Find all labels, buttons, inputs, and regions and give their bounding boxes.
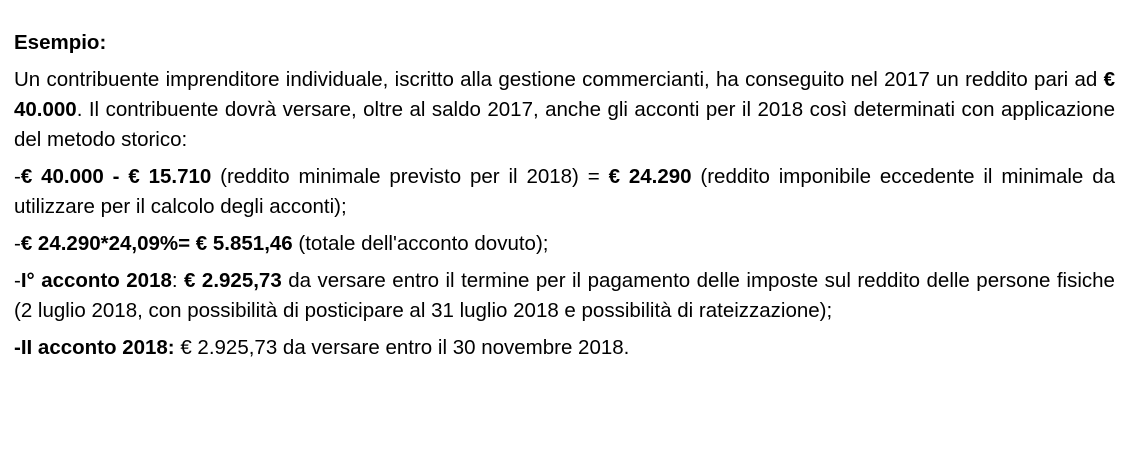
item1-text-2: (reddito imponibile eccedente il minimale da utilizzare per il calcolo degli acconti); [14,165,1115,218]
item3-dash: - [14,269,21,292]
calculation-item-1 [14,162,1115,222]
item4-text: € 2.925,73 da versare entro il 30 novembre 2018. [174,336,630,359]
document-body [14,28,1115,370]
item2-text: (totale dell'acconto dovuto); [292,232,549,255]
calculation-item-4 [14,333,1115,363]
item3-label: I° acconto 2018 [20,269,172,292]
item3-text: da versare entro il termine per il pagamento delle imposte sul reddito delle persone fisiche (2 luglio 2018, con possibilità di posticipare al 31 luglio 2018 e possibilità di rateizzazione); [14,269,1115,322]
intro-income-amount: € 40.000 [14,68,1115,121]
item1-formula: € 40.000 - € 15.710 [20,165,212,188]
intro-text-1: Un contribuente imprenditore individuale, iscritto alla gestione commercianti, ha conseguito nel 2017 un reddito pari ad [14,68,1104,91]
intro-text-2: . Il contribuente dovrà versare, oltre al saldo 2017, anche gli acconti per il 2018 così determinati con applicazione del metodo storico: [14,98,1115,151]
example-heading: Esempio: [14,31,107,54]
item3-amount: € 2.925,73 [184,269,282,292]
item4-label: -II acconto 2018: [14,336,175,359]
item1-result: € 24.290 [608,165,692,188]
item2-formula: € 24.290*24,09%= € 5.851,46 [20,232,293,255]
calculation-item-3 [14,266,1115,326]
item2-dash: - [14,232,21,255]
item1-dash: - [14,165,21,188]
intro-paragraph [14,65,1115,155]
item3-colon: : [171,269,185,292]
item1-text-1: (reddito minimale previsto per il 2018) = [211,165,609,188]
calculation-item-2 [14,229,1115,259]
